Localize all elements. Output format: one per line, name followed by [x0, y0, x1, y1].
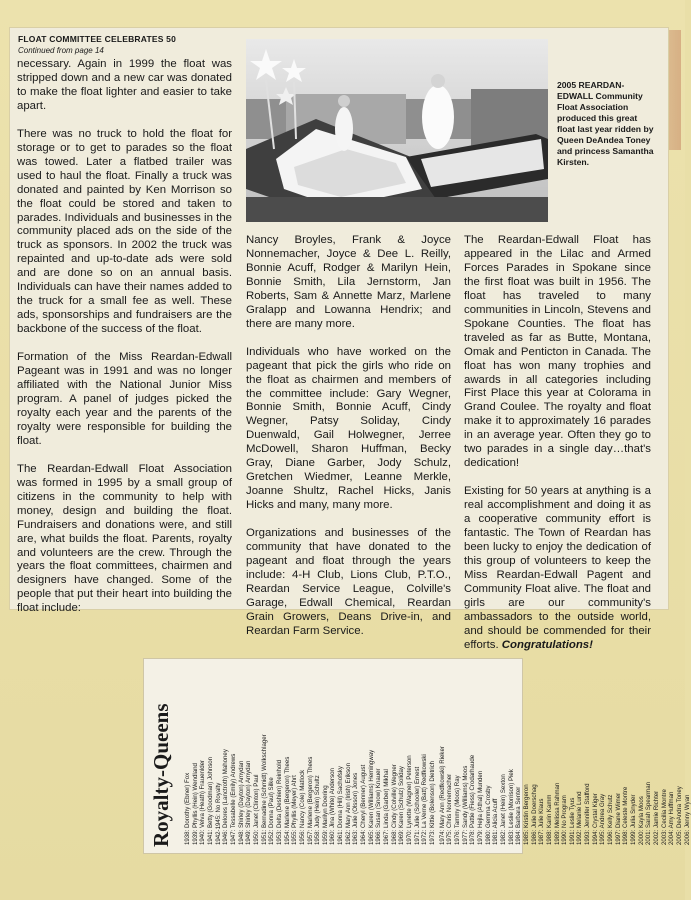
paragraph: Nancy Broyles, Frank & Joyce Nonnemacher, Joyce & Dee L. Reilly, Bonnie Acuff, Rodger & Marilyn Hein, Bonnie Smith, Lila Jernstorm, Jan Roberts, Sam & Annette Marz, Marlene Gralapp and Lowanna Hendrix; and there are many more. — [246, 234, 451, 330]
royalty-entry: 2005: DeAndra Toney — [676, 786, 683, 845]
royalty-entry: 1978: Pattie (Fiess) Crodarhaude — [469, 754, 477, 845]
royalty-column-2 — [439, 665, 691, 845]
royalty-entry: 1965: Karen (Williams) Hemingway — [367, 749, 375, 845]
royalty-entry: 1984: Barbara Senter — [515, 786, 523, 845]
paragraph: necessary. Again in 1999 the float was stripped down and a new car was donated to make the float lighter and easier to take apart. — [17, 58, 232, 112]
royalty-entry: 1954: Marlene (Bergeron) Thees — [283, 756, 291, 845]
royalty-entry: 2001: Sarah Spearman — [645, 781, 653, 845]
royalty-card-rotated — [144, 659, 691, 855]
paragraph: The Reardan-Edwall Float Association was formed in 1995 by a small group of citizens in the community to help with money, design and building the float. Fundraisers and donations were, and still are, what builds the float. Parents, royalty and volunteers are the crew. Through the years the float committees, chairmen and designers have changed. Some of the people that put their heart into building the float include: — [17, 462, 232, 615]
royalty-entry: 1996: Kelly Schutz — [607, 794, 615, 845]
royalty-entry: 1985: Kristin Bergeron — [522, 784, 530, 845]
royalty-entry: 1980: Gemma Crosby — [484, 785, 492, 845]
paragraph-text: Existing for 50 years at anything is a real accomplishment and doing it as a cooperative community effort is fantastic. The Town of Reardan has been lucky to enjoy the dedication of this group of volunteers to keep the Miss Reardan-Edwall Pagent and Community Float alive. The float and girls are our community's ambassadors to the outside world, and should be commended for their efforts. — [464, 485, 651, 651]
royalty-entry: 1990: No Program — [561, 795, 569, 845]
photo-caption: 2005 REARDAN-EDWALL Community Float Association produced this great float last year ridden by Queen DeAndea Toney and princess Samantha Kirsten. — [557, 80, 654, 167]
royalty-entry: 1957: Marlene (Bergeron) Thees — [306, 756, 314, 845]
float-photo-image — [246, 39, 548, 222]
royalty-entry: 1950: Janet (Clinton) Paul — [252, 774, 260, 845]
royalty-entry: 1963: Julie (Olsson) Jones — [352, 772, 360, 845]
continued-note: Continued from page 14 — [18, 46, 104, 55]
royalty-entry: 1961: Donna (Hill) Sachofsky — [337, 766, 345, 845]
royalty-entry: 1987: Julie Klaus — [538, 798, 546, 845]
royalty-entry: 1989: Melissa Rahman — [553, 782, 561, 845]
royalty-entry: 1956: Nancy (Cole) Matlock — [298, 769, 306, 845]
royalty-entry: 1981: Alicia Acuff — [492, 798, 500, 845]
float-photo — [246, 39, 548, 222]
paragraph — [464, 485, 651, 652]
royalty-queens-card — [143, 658, 691, 854]
royalty-entry: 1958: Judy (Hein) Schultz — [314, 775, 322, 845]
royalty-entry: 1998: Celeste Montre — [622, 786, 630, 845]
royalty-entry: 1964: Cheryl (Benner) August — [360, 764, 368, 845]
royalty-entry: 1967: Linda (Garber) Mikhal — [383, 769, 391, 845]
royalty-entry: 1966: Susan (Snow) Knauer — [375, 768, 383, 845]
royalty-entry: 1992: Melanie Lund — [576, 791, 584, 845]
royalty-entry: 1975: Chris Nonnemacher — [446, 773, 454, 845]
article-header — [18, 34, 243, 55]
royalty-entry: 1993: Jennifer Stafford — [584, 783, 592, 845]
royalty-entry: 2003: Cecilia Montre — [660, 789, 668, 845]
royalty-entry: 1986: Julie Doerschag — [530, 784, 538, 845]
article-title: FLOAT COMMITTEE CELEBRATES 50 — [18, 34, 177, 44]
royalty-entry: 2006: Jenny Wyan — [683, 794, 691, 845]
royalty-entry: 1947: Tessabelle (Emily) Andrews — [229, 753, 237, 845]
royalty-entry: 1976: Tammy (Moos) Ray — [453, 775, 461, 845]
royalty-entry: 2000: Kayla Moos — [637, 796, 645, 845]
royalty-entry: 1997: Diane Wimer — [614, 792, 622, 845]
royalty-entry: 1983: Leslie (Morrison) Piek — [507, 769, 515, 845]
royalty-entry: 1974: Mary Ann (Redfkowski) Rieker — [438, 746, 446, 845]
paragraph: Formation of the Miss Reardan-Edwall Pageant was in 1991 and was no longer affiliated with the National Junior Miss program. A panel of judges picked the royalty each year and the parents of the royalty were responsible for building the float. — [17, 351, 232, 447]
royalty-entry: 1951: Bernadine (Schmidt) Wolkschlager — [260, 734, 268, 845]
closing-congratulations: Congratulations! — [501, 638, 593, 651]
royalty-entry: 1970: Lynette (Wagner) Peterson — [406, 755, 414, 845]
royalty-entry: 1979: Hejla (Athal) Munden — [476, 770, 484, 845]
royalty-entry: 1962: Mary Ann (Irish) Erikson — [344, 763, 352, 845]
royalty-entry: 1949: Shirley (Dayton) Amydan — [245, 760, 253, 845]
royalty-entry: 1995: Andrea Gray — [599, 793, 607, 845]
royalty-column-1 — [184, 665, 437, 845]
royalty-entry: 1969: Karen (Schulz) Soliday — [398, 766, 406, 845]
royalty-entry: 1938: Dorothy (Ebner) Fox — [184, 772, 191, 845]
royalty-entry: 1977: Sandy (Williams) Moos — [461, 765, 469, 845]
royalty-entry: 1959: Marilyn Doering — [321, 785, 329, 845]
paragraph: Organizations and businesses of the community that have donated to the pageant and float through the years include: 4-H Club, Lions Club, P.T.O., Reardan Service League, Colville's Garage, Edwall Chemical, Reardan Grain Growers, Deans Drive-in, and Reardan Farm Service. — [246, 527, 451, 637]
article-column-3 — [464, 234, 651, 653]
royalty-entry: 2002: Jamie Richter — [653, 790, 661, 845]
royalty-entry: 1960: Jina (White) Anderson — [329, 768, 337, 845]
royalty-entry: 1971: Julie (Schooler) Emest — [413, 766, 421, 845]
royalty-entry: 1940: Velva (Heath) Frauenlder — [199, 759, 207, 845]
royalty-entry: 1948: Shirley (Dayton) Amydan — [237, 760, 245, 845]
royalty-entry: 1968: Cindy (Colville) Wegner — [390, 764, 398, 845]
royalty-entry: 1939: Phyllis (Hein) Wendland — [191, 763, 199, 845]
royalty-entry: 2004: Amy Huffman — [668, 791, 676, 845]
royalty-entry: 1941: Betty (Goodman) Johnson — [206, 756, 214, 845]
royalty-entry: 1991: Leslie Tyus — [568, 797, 576, 845]
paragraph: Individuals who have worked on the pageant that pick the girls who ride on the float as chairmen and members of the committee include: Gary Wegner, Bonnie Smith, Bonnie Acuff, Cindy Wegner, Patsy Soliday, Cindy Duenwald, Gail Holwegner, Jerree McDowell, Sharon Huffman, Becky Gray, Diane Garber, Jody Schulz, Gretchen Wiedmer, Leanne Merkle, Joanne Shultz, Rachel Hicks, Janis Hicks and many, many more. — [246, 345, 451, 512]
royalty-entry: 1973: Kittie (Bolenson) Dietrich — [429, 760, 436, 845]
royalty-entry: 1999: Julia Snyder — [630, 794, 638, 845]
royalty-entry: 1972: La Verne (Batt) Redfkowski — [421, 754, 429, 845]
paragraph: There was no truck to hold the float for storage or to get to parades so the float was towed. Later a flatbed trailer was used to haul the float. Finally a truck was donated and painted by Ken Morrison so the float could be stored and taken to parades. Individuals and businesses in the community placed ads on the side of the truck as sponsors. In 2002 the truck was repainted and up-to-date ads were sold and are done so on an annual basis. Individuals can have their names added to the truck for a small fee as well. These ads, sponsorships and fundraisers are the backbone of the success of the float. — [17, 127, 232, 336]
royalty-entry: 1955: Phyllis (Meyer) Ahrt — [291, 775, 299, 845]
royalty-entry: 1953: Delta (Deshien) Reinhold — [275, 759, 283, 845]
article-column-2 — [246, 234, 451, 639]
royalty-entry: 1942-1945: No Royalty — [214, 782, 222, 845]
royalty-entry: 1982: Janet (Hein) Sexton — [499, 774, 507, 845]
royalty-entry: 1946: Delores (Lanctroth) Mahoney — [222, 749, 230, 845]
royalty-entry: 1994: Crystal Kiger — [591, 793, 599, 845]
royalty-entry: 1988: Karin Kamm — [545, 794, 553, 845]
article-column-1 — [17, 58, 232, 616]
royalty-title: Royalty-Queens — [149, 703, 173, 847]
royalty-entry: 1952: Donna (Paul) Silke — [268, 777, 276, 845]
paragraph: The Reardan-Edwall Float has appeared in the Lilac and Armed Forces Parades in Spokane since the first float was built in 1956. The float has traveled to many communities in Lincoln, Stevens and Spokane Counties. The float has traveled as far as Butte, Montana, Omak and Penticton in Canada. The float has won many trophies and awards in all categories including First Place this year at Colorama in Grand Coulee. The royalty and float make it to approximately 16 parades in an average year. Often they go to two parades in a single day…that's dedication! — [464, 234, 651, 470]
royalty-lists — [184, 665, 691, 845]
